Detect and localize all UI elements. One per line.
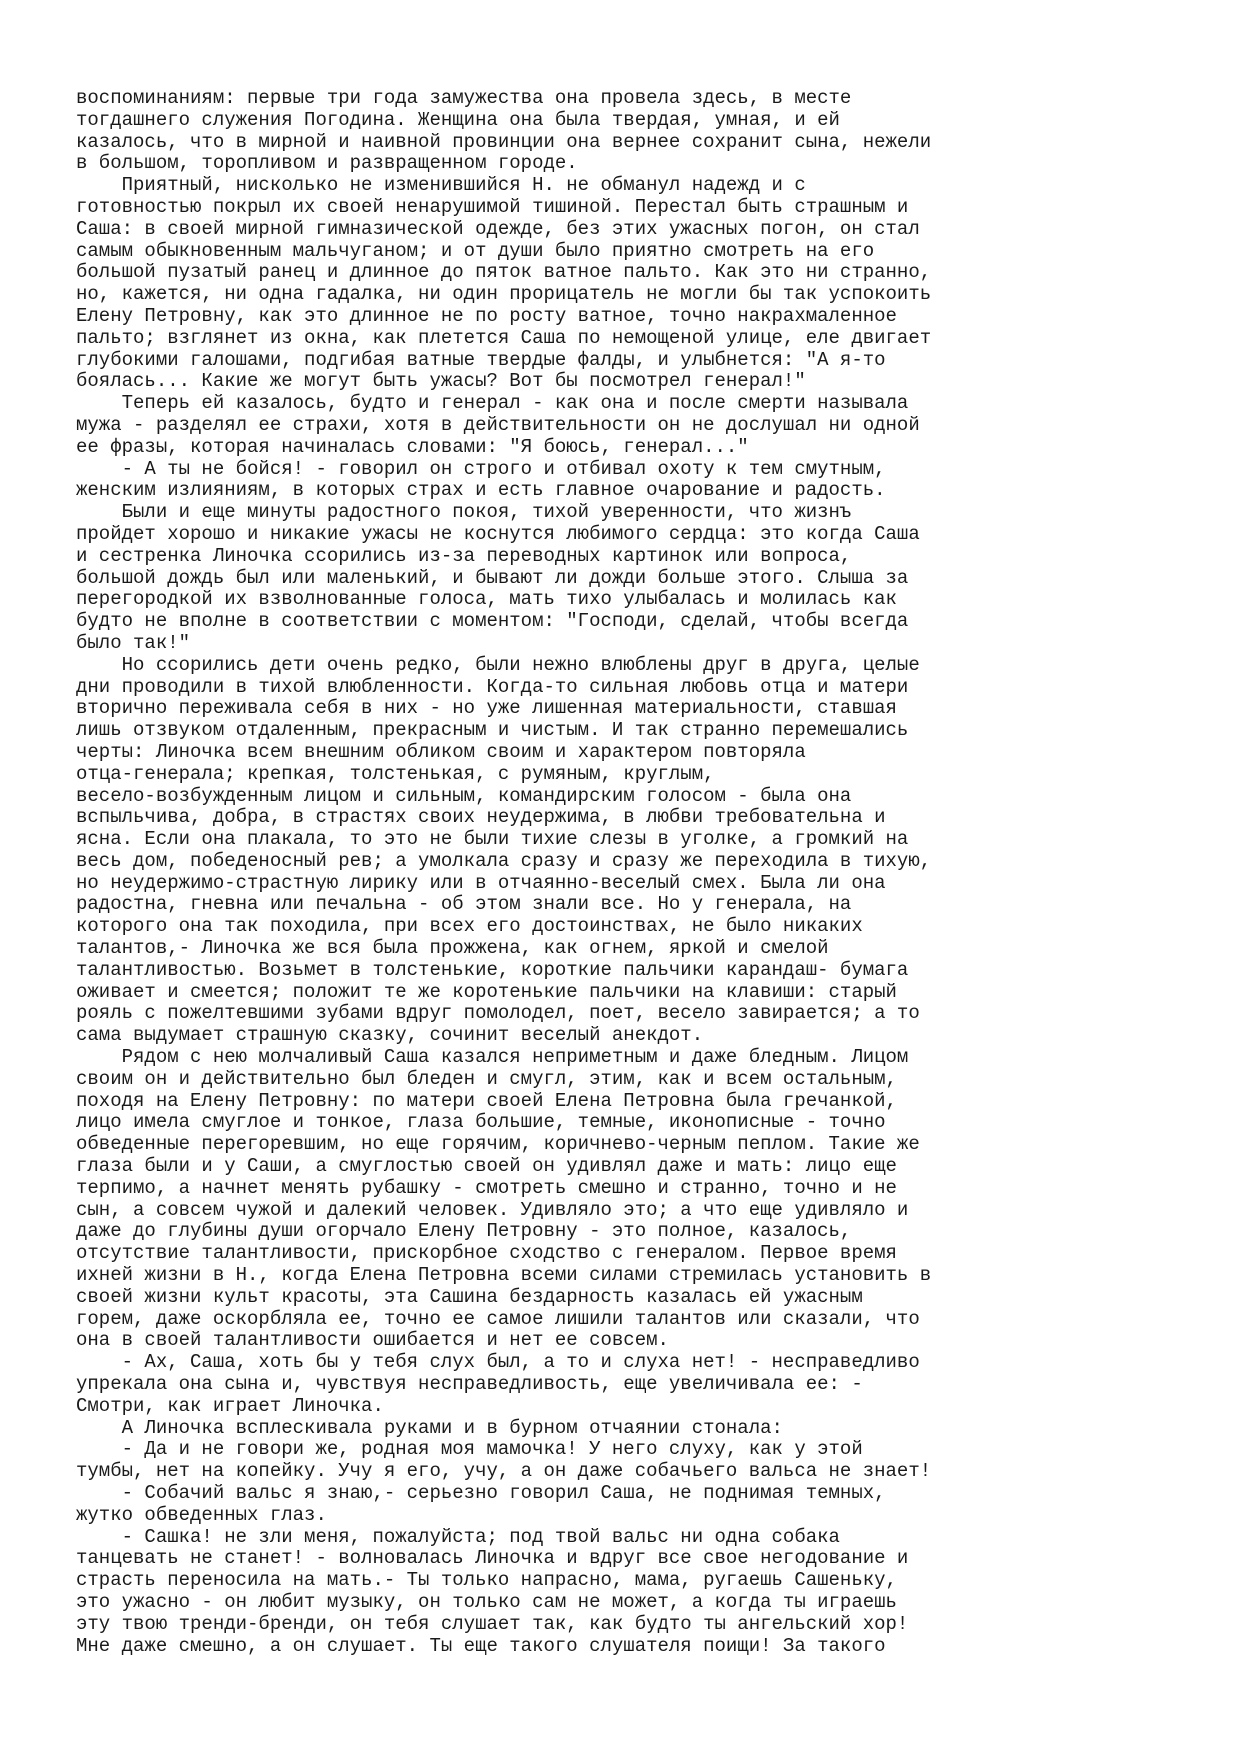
text-line: перегородкой их взволнованные голоса, мать тихо улыбалась и молилась как — [76, 589, 897, 611]
text-line: Но ссорились дети очень редко, были нежно влюблены друг в друга, целые — [76, 654, 920, 676]
text-line: - Да и не говори же, родная моя мамочка! У него слуху, как у этой — [76, 1439, 863, 1461]
text-line: - Собачий вальс я знаю,- серьезно говорил Саша, не поднимая темных, — [76, 1483, 886, 1504]
text-line: ее фразы, которая начиналась словами: "Я боюсь, генерал..." — [76, 436, 749, 458]
text-line: но, кажется, ни одна гадалка, ни один прорицатель не могли бы так успокоить — [76, 284, 932, 306]
text-line: талантов,- Линочка же вся была прожжена, как огнем, яркой и смелой — [76, 938, 829, 960]
text-line: эту твою тренди-бренди, он тебя слушает так, как будто ты ангельский хор! — [76, 1613, 909, 1635]
text-line: ясна. Если она плакала, то это не были тихие слезы в уголке, а громкий на — [76, 829, 909, 851]
body-text — [76, 88, 1020, 1657]
text-line: отсутствие талантливости, прискорбное сходство с генералом. Первое время — [76, 1243, 897, 1265]
text-line: Саша: в своей мирной гимназической одежде, без этих ужасных погон, он стал — [76, 218, 920, 240]
text-line: вспыльчива, добра, в страстях своих неудержима, в любви требовательна и — [76, 807, 886, 829]
text-line: своим он и действительно был бледен и смугл, этим, как и всем остальным, — [76, 1068, 897, 1090]
text-line: женским излияниям, в которых страх и есть главное очарование и радость. — [76, 480, 886, 502]
text-line: но неудержимо-страстную лирику или в отчаянно-веселый смех. Была ли она — [76, 872, 886, 894]
text-line: жутко обведенных глаз. — [76, 1504, 327, 1526]
text-line: лицо имела смуглое и тонкое, глаза большие, темные, иконописные - точно — [76, 1112, 886, 1134]
text-line: было так!" — [76, 632, 191, 654]
text-line: оживает и смеется; положит те же коротенькие пальчики на клавиши: старый — [76, 981, 897, 1003]
text-line: мужа - разделял ее страхи, хотя в действительности он не дослушал ни одной — [76, 414, 920, 436]
text-line: А Линочка всплескивала руками и в бурном отчаянии стонала: — [76, 1417, 783, 1439]
text-line: танцевать не станет! - волновалась Линочка и вдруг все свое негодование и — [76, 1548, 909, 1570]
text-line: горем, даже оскорбляла ее, точно ее самое лишили талантов или сказали, что — [76, 1308, 920, 1330]
text-line: - Сашка! не зли меня, пожалуйста; под твой вальс ни одна собака — [76, 1526, 840, 1548]
text-line: тумбы, нет на копейку. Учу я его, учу, а он даже собачьего вальса не знает! — [76, 1461, 932, 1483]
text-line: рояль с пожелтевшими зубами вдруг помолодел, поет, весело завирается; а то — [76, 1003, 920, 1025]
text-line: которого она так походила, при всех его достоинствах, не было никаких — [76, 916, 863, 938]
text-line: Елену Петровну, как это длинное не по росту ватное, точно накрахмаленное — [76, 305, 897, 327]
text-line: Были и еще минуты радостного покоя, тихой уверенности, что жизнъ — [76, 502, 852, 524]
text-line: пальто; взглянет из окна, как плетется Саша по немощеной улице, еле двигает — [76, 327, 932, 349]
text-line: Приятный, нисколько не изменившийся Н. не обманул надежд и с — [76, 175, 806, 197]
text-line: черты: Линочка всем внешним обликом своим и характером повторяла — [76, 741, 806, 763]
text-line: сын, а совсем чужой и далекий человек. Удивляло это; а что еще удивляло и — [76, 1199, 909, 1221]
text-line: в большом, торопливом и развращенном городе. — [76, 153, 578, 175]
text-line: Теперь ей казалось, будто и генерал - как она и после смерти называла — [76, 393, 909, 415]
text-line: Смотри, как играет Линочка. — [76, 1395, 384, 1417]
text-line: талантливостью. Возьмет в толстенькие, короткие пальчики карандаш- бумага — [76, 959, 909, 981]
text-line: Рядом с нею молчаливый Саша казался неприметным и даже бледным. Лицом — [76, 1047, 909, 1069]
text-line: сама выдумает страшную сказку, сочинит веселый анекдот. — [76, 1025, 704, 1047]
text-line: упрекала она сына и, чувствуя несправедливость, еще увеличивала ее: - — [76, 1374, 863, 1396]
text-line: большой пузатый ранец и длинное до пяток ватное пальто. Как это ни странно, — [76, 262, 932, 284]
text-line: страсть переносила на мать.- Ты только напрасно, мама, ругаешь Сашеньку, — [76, 1570, 897, 1592]
text-line: большой дождь был или маленький, и бывают ли дожди больше этого. Слыша за — [76, 567, 909, 589]
text-line: Мне даже смешно, а он слушает. Ты еще такого слушателя поищи! За такого — [76, 1635, 886, 1657]
text-line: глубокими галошами, подгибая ватные твердые фалды, и улыбнется: "А я-то — [76, 349, 886, 371]
text-line: весь дом, победеносный рев; а умолкала сразу и сразу же переходила в тихую, — [76, 850, 932, 872]
text-line: и сестренка Линочка ссорились из-за переводных картинок или вопроса, — [76, 545, 852, 567]
text-line: даже до глубины души огорчало Елену Петровну - это полное, казалось, — [76, 1221, 852, 1243]
text-line: терпимо, а начнет менять рубашку - смотреть смешно и странно, точно и не — [76, 1177, 897, 1199]
text-line: это ужасно - он любит музыку, он только сам не может, а когда ты играешь — [76, 1591, 897, 1613]
text-line: вторично переживала себя в них - но уже лишенная материальности, ставшая — [76, 698, 897, 720]
text-line: отца-генерала; крепкая, толстенькая, с румяным, круглым, — [76, 763, 715, 785]
text-line: дни проводили в тихой влюбленности. Когда-то сильная любовь отца и матери — [76, 676, 909, 698]
text-line: готовностью покрыл их своей ненарушимой тишиной. Перестал быть страшным и — [76, 196, 909, 218]
text-line: глаза были и у Саши, а смуглостью своей он удивлял даже и мать: лицо еще — [76, 1156, 897, 1178]
text-line: весело-возбужденным лицом и сильным, командирским голосом - была она — [76, 785, 852, 807]
text-line: - Ах, Саша, хоть бы у тебя слух был, а то и слуха нет! - несправедливо — [76, 1352, 920, 1374]
text-line: воспоминаниям: первые три года замужества она провела здесь, в месте — [76, 88, 852, 109]
text-line: пройдет хорошо и никакие ужасы не коснутся любимого сердца: это когда Саша — [76, 523, 920, 545]
text-line: радостна, гневна или печальна - об этом знали все. Но у генерала, на — [76, 894, 852, 916]
text-line: ихней жизни в Н., когда Елена Петровна всеми силами стремилась установить в — [76, 1265, 932, 1287]
text-line: тогдашнего служения Погодина. Женщина она была твердая, умная, и ей — [76, 109, 840, 131]
text-line: казалось, что в мирной и наивной провинции она вернее сохранит сына, нежели — [76, 131, 932, 153]
text-line: боялась... Какие же могут быть ужасы? Вот бы посмотрел генерал!" — [76, 371, 806, 393]
text-line: своей жизни культ красоты, эта Сашина бездарность казалась ей ужасным — [76, 1286, 863, 1308]
text-line: она в своей талантливости ошибается и нет ее совсем. — [76, 1330, 669, 1352]
text-line: походя на Елену Петровну: по матери своей Елена Петровна была гречанкой, — [76, 1090, 897, 1112]
text-line: обведенные перегоревшим, но еще горячим, коричнево-черным пеплом. Такие же — [76, 1134, 920, 1156]
text-line: лишь отзвуком отдаленным, прекрасным и чистым. И так странно перемешались — [76, 720, 909, 742]
text-line: будто не вполне в соответствии с моментом: "Господи, сделай, чтобы всегда — [76, 611, 909, 633]
text-line: - А ты не бойся! - говорил он строго и отбивал охоту к тем смутным, — [76, 458, 886, 480]
text-line: самым обыкновенным мальчуганом; и от души было приятно смотреть на его — [76, 240, 875, 262]
